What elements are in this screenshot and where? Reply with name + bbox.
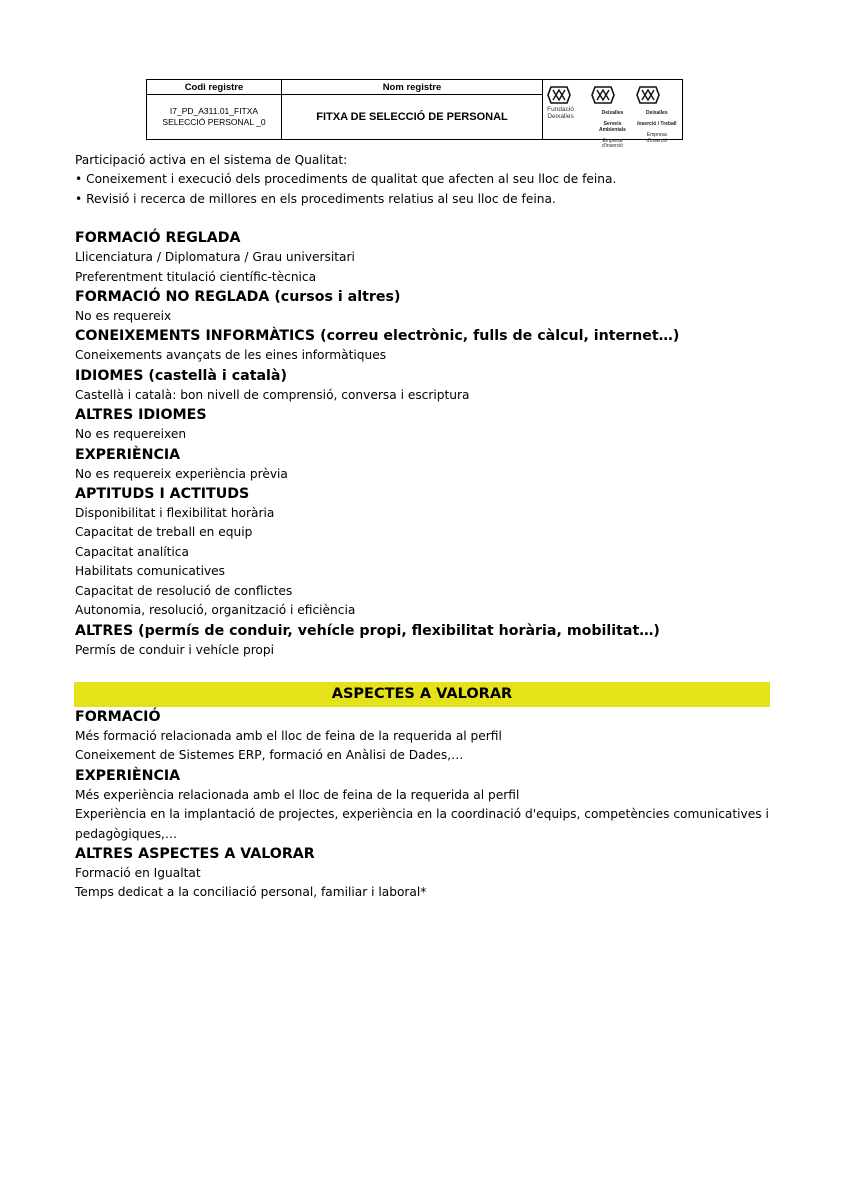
intro-bullet: • Coneixement i execució dels procediments de qualitat que afecten al seu lloc de feina. bbox=[75, 172, 617, 187]
intro-bullet: • Revisió i recerca de millores en els procediments relatius al seu lloc de feina. bbox=[75, 191, 556, 206]
logo2-sub: Serveis Ambientals bbox=[599, 121, 626, 133]
code-value-line2: SELECCIÓ PERSONAL _0 bbox=[162, 117, 266, 127]
section-line: Autonomia, resolució, organització i eficiència bbox=[75, 603, 356, 618]
logo3-sub: Inserció i Treball bbox=[637, 121, 677, 127]
section-line: Castellà i català: bon nivell de comprensió, conversa i escriptura bbox=[75, 387, 470, 402]
code-label: Codi registre bbox=[147, 80, 282, 95]
logo3-name: Deixalles bbox=[645, 110, 668, 116]
name-label: Nom registre bbox=[282, 80, 543, 95]
section-line: Disponibilitat i flexibilitat horària bbox=[75, 506, 275, 521]
section-title: FORMACIÓ bbox=[75, 708, 161, 725]
deixalles-logo-icon bbox=[591, 86, 615, 104]
serveis-ambientals-logo bbox=[591, 86, 633, 150]
section-line: Permís de conduir i vehícle propi bbox=[75, 642, 275, 657]
code-value-line1: I7_PD_A311.01_FITXA bbox=[169, 106, 259, 116]
logo2-tag: Empresa d'inserció bbox=[602, 137, 623, 149]
section-line: Llicenciatura / Diplomatura / Grau universitari bbox=[75, 250, 355, 265]
section-line: Capacitat de resolució de conflictes bbox=[75, 583, 293, 598]
section-line: No es requereix experiència prèvia bbox=[75, 466, 288, 481]
section-line: Capacitat analítica bbox=[75, 544, 189, 559]
section-line: Coneixements avançats de les eines informàtiques bbox=[75, 348, 387, 363]
section-line: Capacitat de treball en equip bbox=[75, 525, 253, 540]
section-line: No es requereixen bbox=[75, 427, 187, 442]
logo1-text: Fundació Deixalles bbox=[547, 105, 574, 120]
deixalles-logo-icon bbox=[547, 86, 571, 104]
logo3-tag: Empresa d'inserció bbox=[646, 132, 668, 144]
fundacio-deixalles-logo bbox=[547, 86, 589, 120]
section-title: APTITUDS I ACTITUDS bbox=[75, 486, 250, 503]
section-title: IDIOMES (castellà i català) bbox=[75, 367, 287, 384]
logo2-name: Deixalles bbox=[601, 110, 624, 116]
section-line: Formació en Igualtat bbox=[75, 865, 201, 880]
section-title: ALTRES IDIOMES bbox=[75, 407, 207, 424]
section-line: Temps dedicat a la conciliació personal, familiar i laboral* bbox=[75, 885, 427, 900]
section-title: FORMACIÓ NO REGLADA (cursos i altres) bbox=[75, 289, 401, 306]
section-title: FORMACIÓ REGLADA bbox=[75, 230, 241, 247]
section-title: ALTRES (permís de conduir, vehícle propi, flexibilitat horària, mobilitat…) bbox=[75, 622, 660, 639]
section-line: Més formació relacionada amb el lloc de feina de la requerida al perfil bbox=[75, 728, 502, 743]
section-line: Coneixement de Sistemes ERP, formació en Anàlisi de Dades,… bbox=[75, 748, 464, 763]
section-title: EXPERIÈNCIA bbox=[75, 446, 181, 463]
section-line: Habilitats comunicatives bbox=[75, 564, 226, 579]
section-line: Experiència en la implantació de projectes, experiència en la coordinació d'equips, competències comunicatives i pedagògiques,… bbox=[75, 807, 769, 841]
section-title: CONEIXEMENTS INFORMÀTICS (correu electrònic, fulls de càlcul, internet…) bbox=[75, 328, 680, 345]
intro-lead: Participació activa en el sistema de Qualitat: bbox=[75, 153, 348, 167]
section-line: Preferentment titulació científic-tècnica bbox=[75, 269, 317, 284]
document-body bbox=[75, 151, 775, 903]
section-title: EXPERIÈNCIA bbox=[75, 767, 181, 784]
document-name: FITXA DE SELECCIÓ DE PERSONAL bbox=[282, 95, 543, 140]
insercio-treball-logo bbox=[636, 86, 678, 145]
deixalles-logo-icon bbox=[636, 86, 660, 104]
aspectes-a-valorar-band: ASPECTES A VALORAR bbox=[74, 682, 770, 707]
code-value bbox=[147, 95, 282, 140]
section-title: ALTRES ASPECTES A VALORAR bbox=[75, 845, 315, 862]
logos-cell bbox=[543, 80, 683, 149]
section-line: Més experiència relacionada amb el lloc de feina de la requerida al perfil bbox=[75, 787, 520, 802]
section-line: No es requereix bbox=[75, 309, 172, 324]
header-table bbox=[146, 79, 683, 149]
